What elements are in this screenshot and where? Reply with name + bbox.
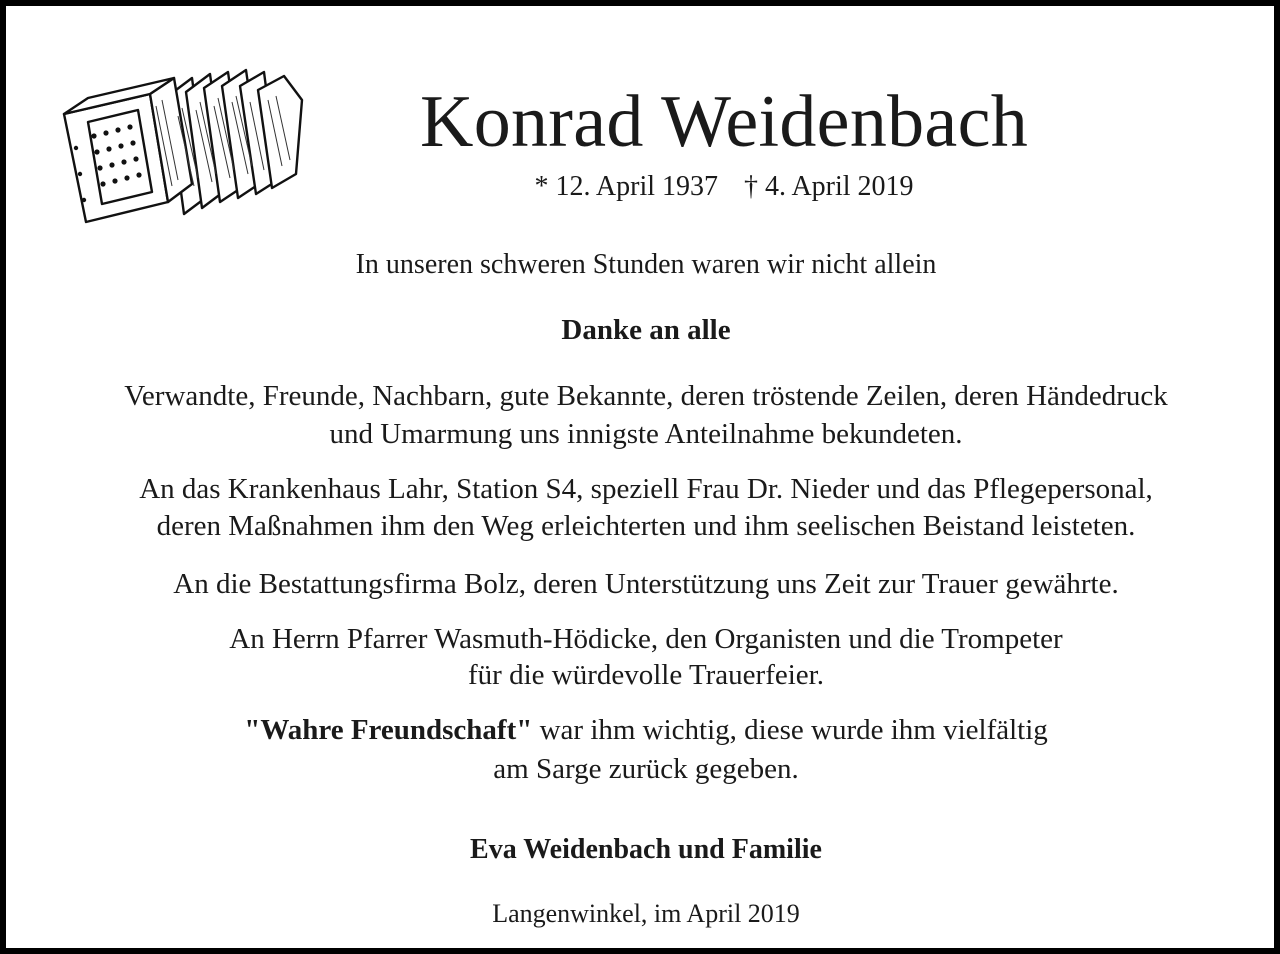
death-date: † 4. April 2019 xyxy=(744,171,914,202)
paragraph-line: An das Krankenhaus Lahr, Station S4, speziell Frau Dr. Nieder und das Pflegepersonal, xyxy=(139,473,1153,505)
friendship-quote: "Wahre Freundschaft" xyxy=(244,714,533,746)
paragraph-line: An die Bestattungsfirma Bolz, deren Unterstützung uns Zeit zur Trauer gewährte. xyxy=(173,568,1119,600)
deceased-name: Konrad Weidenbach xyxy=(419,81,1029,163)
signature: Eva Weidenbach und Familie xyxy=(470,834,822,865)
birth-date: * 12. April 1937 xyxy=(534,171,718,202)
thanks-heading: Danke an alle xyxy=(561,314,731,346)
paragraph-line: Verwandte, Freunde, Nachbarn, gute Bekannte, deren tröstende Zeilen, deren Händedruck xyxy=(124,380,1168,412)
paragraph-line: am Sarge zurück gegeben. xyxy=(493,753,799,785)
intro-text: In unseren schweren Stunden waren wir nicht allein xyxy=(355,249,937,280)
paragraph-line: und Umarmung uns innigste Anteilnahme bekundeten. xyxy=(329,418,963,450)
friendship-line xyxy=(6,712,1280,749)
paragraph-line: An Herrn Pfarrer Wasmuth-Hödicke, den Organisten und die Trompeter xyxy=(229,623,1063,655)
friendship-text: war ihm wichtig, diese wurde ihm vielfältig xyxy=(532,714,1048,746)
life-dates xyxy=(84,170,1280,204)
paragraph-line: für die würdevolle Trauerfeier. xyxy=(468,659,824,691)
paragraph-line: deren Maßnahmen ihm den Weg erleichterten und ihm seelischen Beistand leisteten. xyxy=(156,510,1136,542)
place-date: Langenwinkel, im April 2019 xyxy=(492,899,800,928)
